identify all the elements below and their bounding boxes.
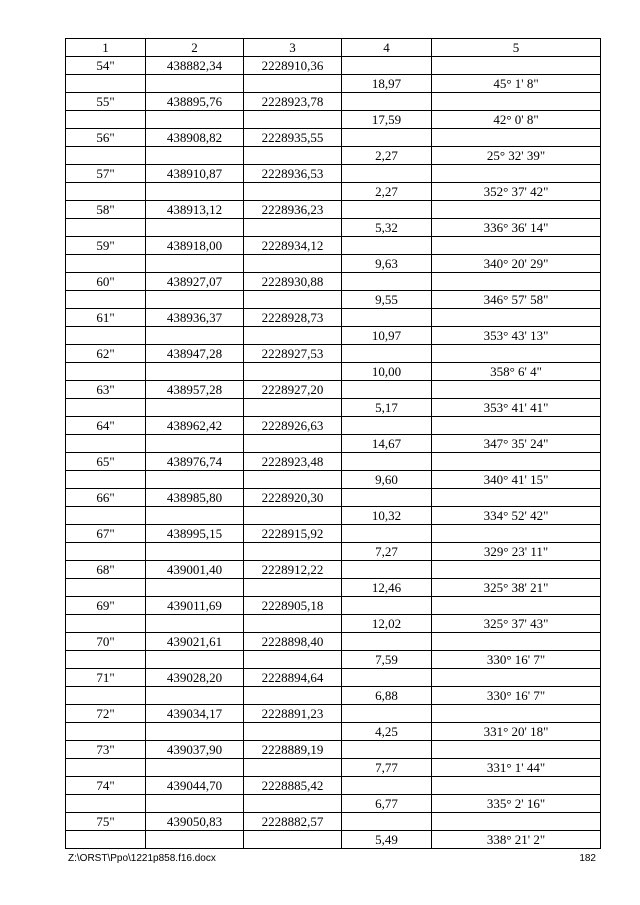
segment-row [66,363,601,381]
segment-angle: 334° 52' 42" [432,507,601,525]
header-col-1: 1 [66,39,146,57]
empty-cell [244,615,342,633]
empty-cell [66,75,146,93]
empty-cell [432,741,601,759]
point-id: 57" [66,165,146,183]
segment-row [66,651,601,669]
point-y: 2228912,22 [244,561,342,579]
empty-cell [146,291,244,309]
empty-cell [244,219,342,237]
point-id: 73" [66,741,146,759]
empty-cell [66,543,146,561]
empty-cell [432,417,601,435]
point-id: 58" [66,201,146,219]
point-x: 438957,28 [146,381,244,399]
empty-cell [66,219,146,237]
segment-angle: 335° 2' 16" [432,795,601,813]
empty-cell [146,795,244,813]
empty-cell [244,579,342,597]
empty-cell [342,489,432,507]
segment-angle: 352° 37' 42" [432,183,601,201]
empty-cell [146,435,244,453]
empty-cell [432,165,601,183]
empty-cell [66,363,146,381]
segment-distance: 2,27 [342,183,432,201]
empty-cell [146,255,244,273]
empty-cell [66,615,146,633]
segment-distance: 6,88 [342,687,432,705]
coordinates-table [65,38,601,849]
empty-cell [432,561,601,579]
empty-cell [146,615,244,633]
empty-cell [244,435,342,453]
point-x: 438962,42 [146,417,244,435]
empty-cell [342,597,432,615]
point-row [66,201,601,219]
point-id: 72" [66,705,146,723]
empty-cell [342,237,432,255]
segment-row [66,75,601,93]
empty-cell [146,543,244,561]
empty-cell [146,831,244,849]
empty-cell [432,381,601,399]
point-y: 2228926,63 [244,417,342,435]
table-body [66,57,601,849]
empty-cell [66,759,146,777]
segment-distance: 4,25 [342,723,432,741]
footer-file-path: Z:\ORST\Ppo\1221p858.f16.docx [68,853,216,864]
point-id: 64" [66,417,146,435]
empty-cell [342,345,432,363]
segment-distance: 5,49 [342,831,432,849]
empty-cell [66,147,146,165]
segment-angle: 353° 43' 13" [432,327,601,345]
empty-cell [66,507,146,525]
empty-cell [342,309,432,327]
empty-cell [146,651,244,669]
empty-cell [432,453,601,471]
point-id: 62" [66,345,146,363]
segment-angle: 325° 38' 21" [432,579,601,597]
empty-cell [244,399,342,417]
point-row [66,381,601,399]
point-id: 63" [66,381,146,399]
point-x: 438995,15 [146,525,244,543]
point-row [66,741,601,759]
segment-distance: 10,32 [342,507,432,525]
empty-cell [244,795,342,813]
point-id: 67" [66,525,146,543]
point-x: 439044,70 [146,777,244,795]
header-col-5: 5 [432,39,601,57]
point-id: 65" [66,453,146,471]
point-y: 2228928,73 [244,309,342,327]
empty-cell [432,525,601,543]
segment-angle: 25° 32' 39" [432,147,601,165]
segment-angle: 353° 41' 41" [432,399,601,417]
empty-cell [66,327,146,345]
empty-cell [432,597,601,615]
segment-distance: 12,46 [342,579,432,597]
point-row [66,813,601,831]
segment-angle: 338° 21' 2" [432,831,601,849]
point-id: 55" [66,93,146,111]
point-x: 438985,80 [146,489,244,507]
segment-distance: 5,32 [342,219,432,237]
empty-cell [342,165,432,183]
point-id: 66" [66,489,146,507]
empty-cell [244,255,342,273]
point-row [66,237,601,255]
empty-cell [146,399,244,417]
empty-cell [244,687,342,705]
empty-cell [432,237,601,255]
empty-cell [146,507,244,525]
point-x: 438908,82 [146,129,244,147]
point-y: 2228891,23 [244,705,342,723]
point-y: 2228923,78 [244,93,342,111]
point-x: 439021,61 [146,633,244,651]
segment-angle: 346° 57' 58" [432,291,601,309]
segment-row [66,795,601,813]
empty-cell [146,147,244,165]
empty-cell [342,453,432,471]
segment-row [66,471,601,489]
segment-distance: 7,59 [342,651,432,669]
empty-cell [244,471,342,489]
segment-angle: 42° 0' 8" [432,111,601,129]
empty-cell [432,57,601,75]
point-x: 438882,34 [146,57,244,75]
segment-distance: 6,77 [342,795,432,813]
header-col-3: 3 [244,39,342,57]
point-y: 2228882,57 [244,813,342,831]
point-row [66,669,601,687]
segment-distance: 5,17 [342,399,432,417]
point-y: 2228915,92 [244,525,342,543]
point-row [66,345,601,363]
point-x: 438947,28 [146,345,244,363]
point-id: 56" [66,129,146,147]
point-row [66,417,601,435]
empty-cell [244,327,342,345]
empty-cell [66,111,146,129]
point-row [66,525,601,543]
empty-cell [342,777,432,795]
segment-distance: 9,63 [342,255,432,273]
segment-row [66,183,601,201]
empty-cell [66,471,146,489]
point-id: 54" [66,57,146,75]
empty-cell [432,705,601,723]
empty-cell [432,777,601,795]
point-id: 75" [66,813,146,831]
empty-cell [432,489,601,507]
empty-cell [432,309,601,327]
header-row [66,39,601,57]
empty-cell [146,183,244,201]
header-col-4: 4 [342,39,432,57]
point-y: 2228935,55 [244,129,342,147]
empty-cell [342,633,432,651]
segment-angle: 329° 23' 11" [432,543,601,561]
empty-cell [66,795,146,813]
empty-cell [432,129,601,147]
point-row [66,597,601,615]
empty-cell [244,759,342,777]
empty-cell [244,75,342,93]
point-y: 2228923,48 [244,453,342,471]
empty-cell [146,363,244,381]
point-row [66,165,601,183]
segment-angle: 330° 16' 7" [432,687,601,705]
point-y: 2228927,53 [244,345,342,363]
segment-row [66,579,601,597]
point-id: 68" [66,561,146,579]
segment-angle: 358° 6' 4" [432,363,601,381]
point-y: 2228889,19 [244,741,342,759]
empty-cell [342,57,432,75]
segment-distance: 14,67 [342,435,432,453]
point-x: 438918,00 [146,237,244,255]
segment-row [66,687,601,705]
empty-cell [244,183,342,201]
point-row [66,561,601,579]
empty-cell [244,147,342,165]
segment-row [66,147,601,165]
segment-row [66,507,601,525]
empty-cell [342,813,432,831]
empty-cell [244,111,342,129]
segment-angle: 325° 37' 43" [432,615,601,633]
point-id: 71" [66,669,146,687]
empty-cell [342,669,432,687]
segment-row [66,759,601,777]
segment-distance: 9,55 [342,291,432,309]
point-id: 60" [66,273,146,291]
segment-distance: 17,59 [342,111,432,129]
segment-angle: 331° 20' 18" [432,723,601,741]
empty-cell [244,831,342,849]
empty-cell [66,291,146,309]
empty-cell [244,507,342,525]
point-x: 439034,17 [146,705,244,723]
empty-cell [66,579,146,597]
point-id: 70" [66,633,146,651]
segment-row [66,255,601,273]
point-row [66,453,601,471]
empty-cell [342,93,432,111]
point-y: 2228930,88 [244,273,342,291]
segment-row [66,723,601,741]
segment-angle: 331° 1' 44" [432,759,601,777]
empty-cell [342,129,432,147]
empty-cell [66,183,146,201]
empty-cell [146,723,244,741]
segment-angle: 347° 35' 24" [432,435,601,453]
empty-cell [342,741,432,759]
empty-cell [146,219,244,237]
empty-cell [146,759,244,777]
empty-cell [146,111,244,129]
footer-page-number: 182 [579,853,596,864]
empty-cell [432,633,601,651]
empty-cell [432,345,601,363]
empty-cell [342,381,432,399]
segment-distance: 2,27 [342,147,432,165]
point-row [66,93,601,111]
empty-cell [146,579,244,597]
segment-distance: 7,27 [342,543,432,561]
segment-row [66,615,601,633]
point-id: 69" [66,597,146,615]
empty-cell [244,723,342,741]
empty-cell [342,417,432,435]
point-x: 439028,20 [146,669,244,687]
point-x: 438976,74 [146,453,244,471]
header-col-2: 2 [146,39,244,57]
point-row [66,489,601,507]
empty-cell [244,543,342,561]
point-row [66,129,601,147]
segment-row [66,327,601,345]
point-id: 74" [66,777,146,795]
empty-cell [66,687,146,705]
point-y: 2228936,53 [244,165,342,183]
segment-angle: 336° 36' 14" [432,219,601,237]
empty-cell [66,831,146,849]
point-id: 59" [66,237,146,255]
point-row [66,309,601,327]
segment-row [66,435,601,453]
empty-cell [66,399,146,417]
segment-distance: 7,77 [342,759,432,777]
point-x: 439001,40 [146,561,244,579]
point-x: 439037,90 [146,741,244,759]
empty-cell [432,93,601,111]
point-row [66,633,601,651]
empty-cell [66,255,146,273]
segment-angle: 340° 41' 15" [432,471,601,489]
segment-distance: 18,97 [342,75,432,93]
point-x: 439011,69 [146,597,244,615]
empty-cell [342,201,432,219]
point-y: 2228910,36 [244,57,342,75]
point-y: 2228920,30 [244,489,342,507]
point-id: 61" [66,309,146,327]
empty-cell [244,291,342,309]
empty-cell [146,327,244,345]
point-y: 2228934,12 [244,237,342,255]
point-y: 2228885,42 [244,777,342,795]
point-y: 2228927,20 [244,381,342,399]
empty-cell [432,273,601,291]
point-row [66,57,601,75]
empty-cell [146,75,244,93]
segment-row [66,399,601,417]
point-x: 438936,37 [146,309,244,327]
empty-cell [432,669,601,687]
segment-row [66,831,601,849]
segment-distance: 10,00 [342,363,432,381]
segment-row [66,219,601,237]
segment-row [66,291,601,309]
segment-angle: 45° 1' 8" [432,75,601,93]
point-x: 438895,76 [146,93,244,111]
point-x: 438913,12 [146,201,244,219]
segment-distance: 10,97 [342,327,432,345]
point-row [66,705,601,723]
empty-cell [432,201,601,219]
segment-row [66,111,601,129]
empty-cell [432,813,601,831]
empty-cell [146,687,244,705]
point-x: 438910,87 [146,165,244,183]
segment-angle: 330° 16' 7" [432,651,601,669]
segment-row [66,543,601,561]
empty-cell [146,471,244,489]
point-x: 439050,83 [146,813,244,831]
segment-distance: 12,02 [342,615,432,633]
empty-cell [342,525,432,543]
point-y: 2228894,64 [244,669,342,687]
segment-angle: 340° 20' 29" [432,255,601,273]
empty-cell [66,435,146,453]
empty-cell [66,651,146,669]
point-y: 2228905,18 [244,597,342,615]
segment-distance: 9,60 [342,471,432,489]
empty-cell [66,723,146,741]
empty-cell [342,705,432,723]
point-row [66,777,601,795]
point-y: 2228936,23 [244,201,342,219]
empty-cell [342,273,432,291]
point-row [66,273,601,291]
empty-cell [244,651,342,669]
empty-cell [342,561,432,579]
point-y: 2228898,40 [244,633,342,651]
empty-cell [244,363,342,381]
point-x: 438927,07 [146,273,244,291]
